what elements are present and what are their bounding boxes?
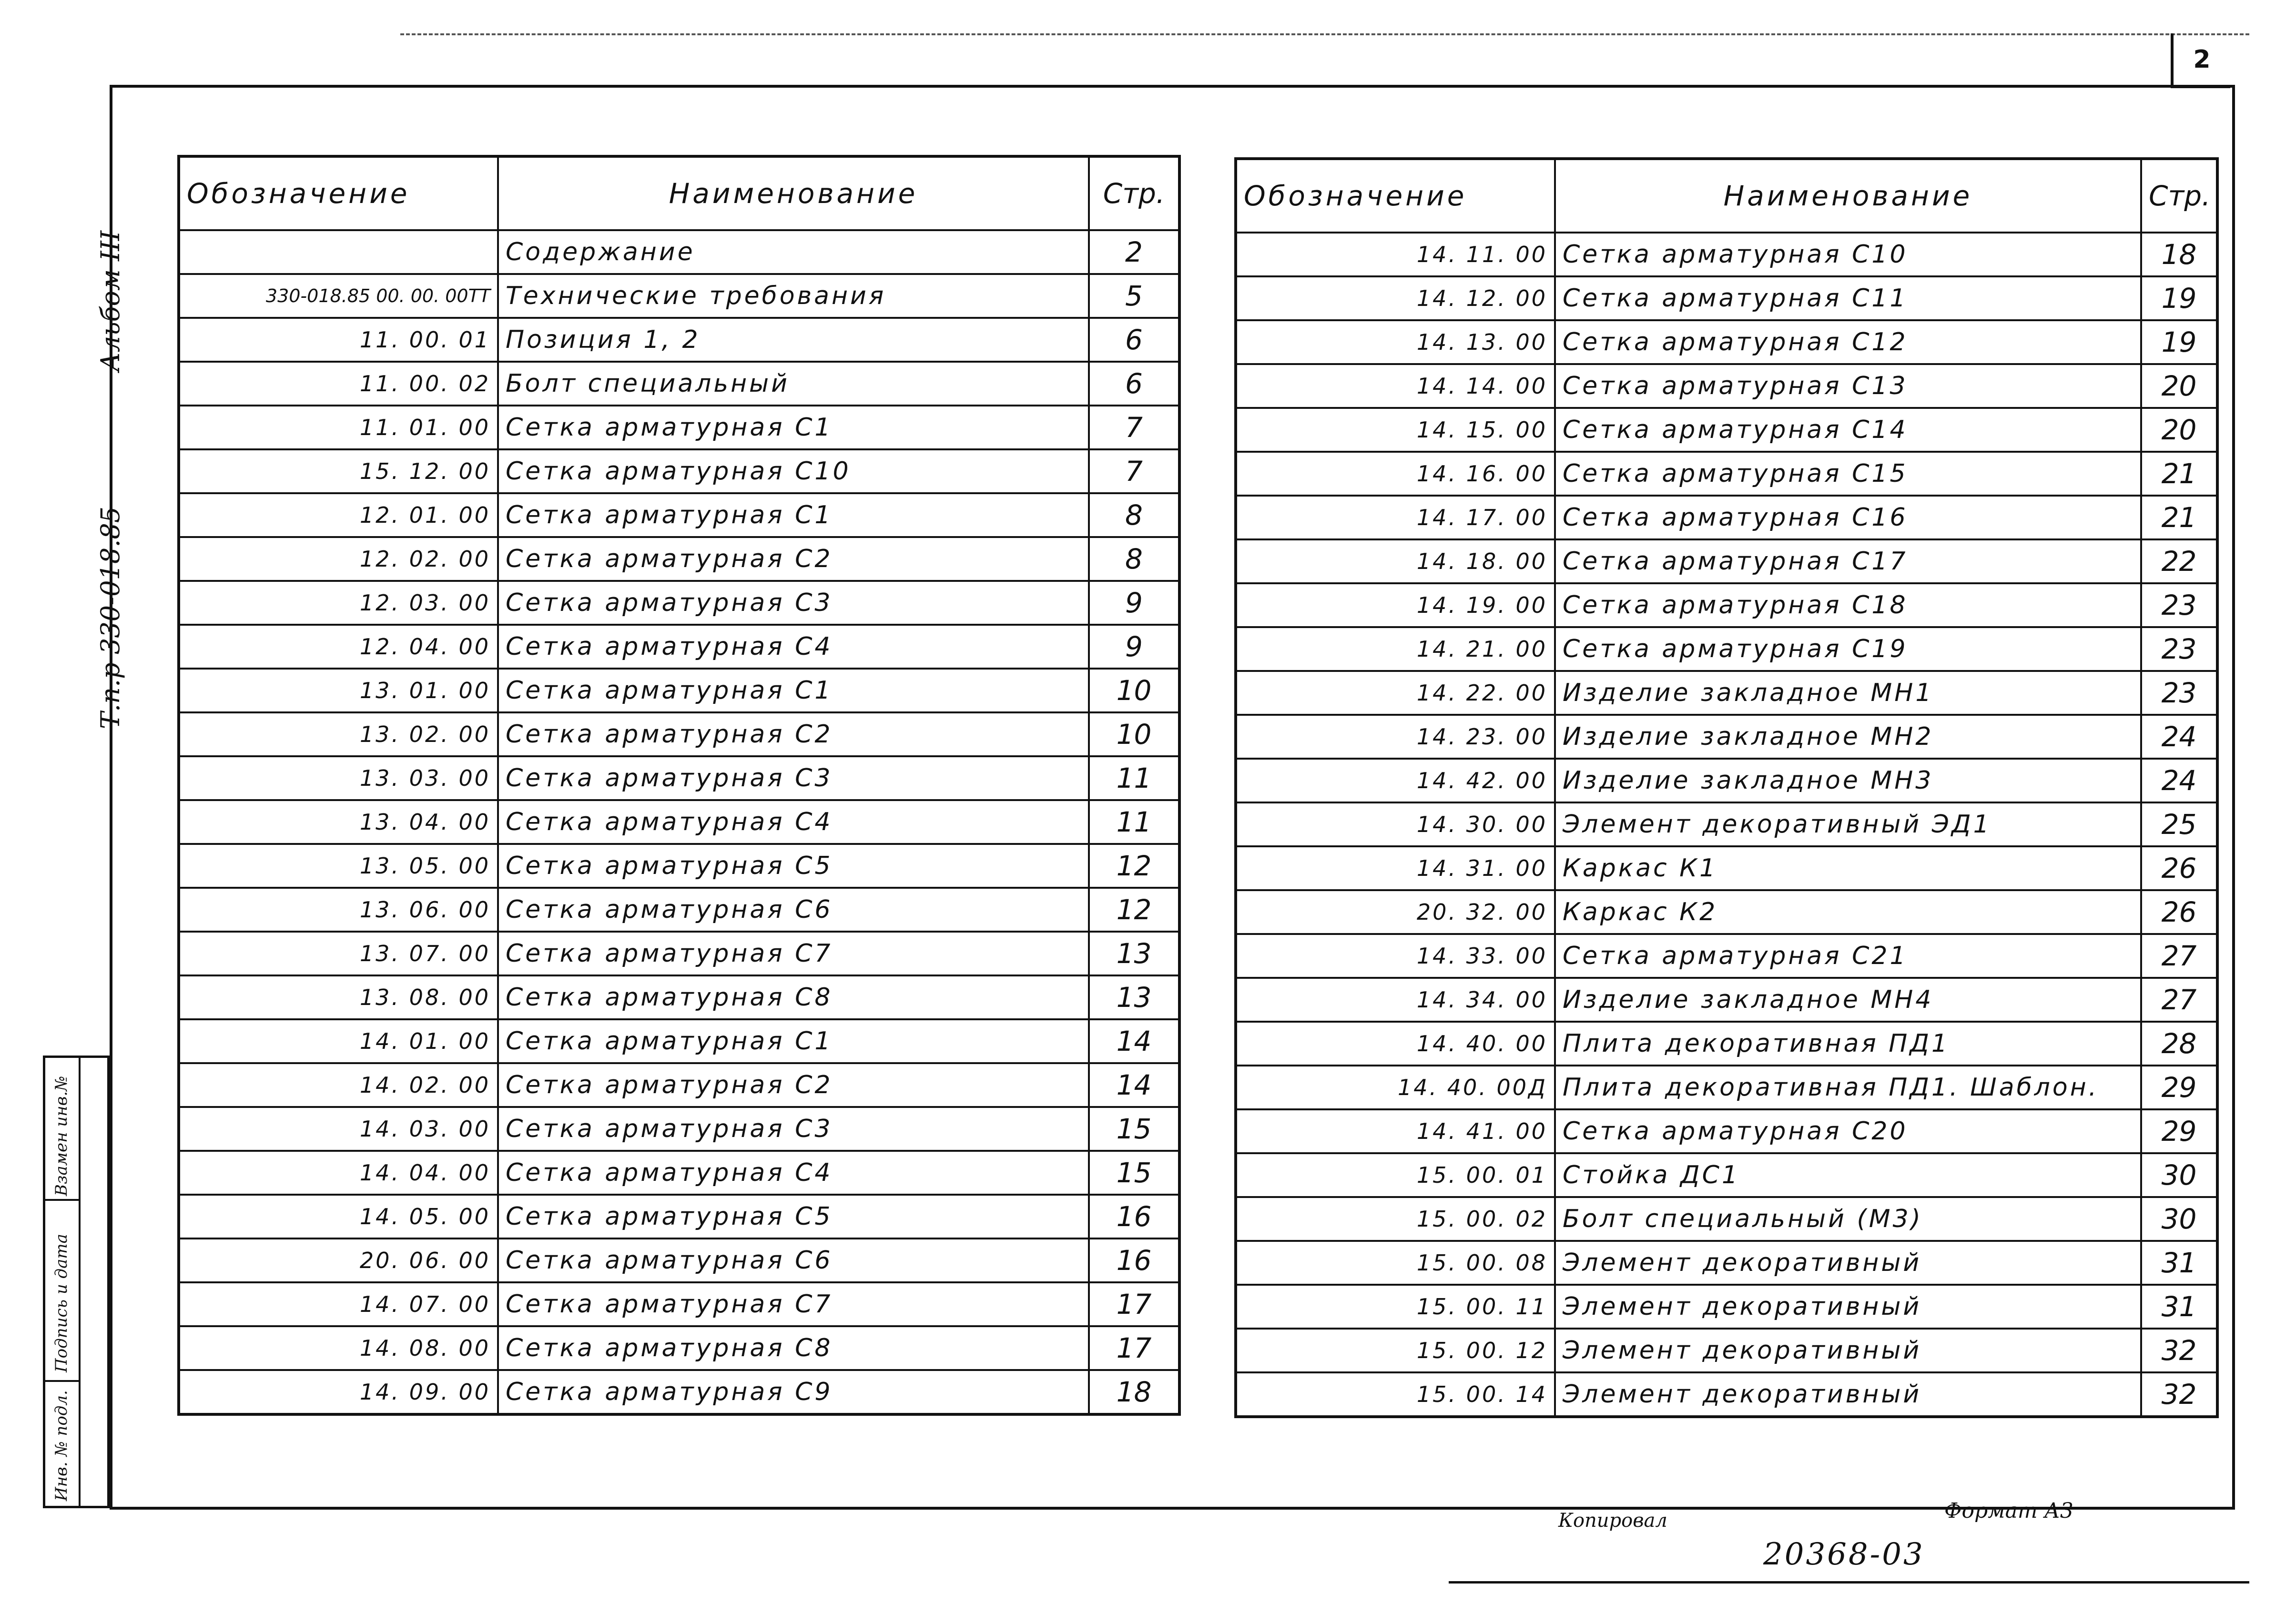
row-designation: 12. 01. 00 [179, 493, 498, 537]
row-designation: 13. 06. 00 [179, 888, 498, 932]
series-label: Т.п.р 330-018.85 [95, 506, 125, 729]
row-page: 29 [2141, 1066, 2217, 1109]
row-designation: 14. 21. 00 [1236, 627, 1555, 671]
row-name: Сетка арматурная С6 [498, 888, 1089, 932]
header-page: Стр. [2141, 159, 2217, 233]
table-row [1236, 408, 2217, 452]
row-page: 16 [1089, 1195, 1179, 1239]
table-row [179, 1370, 1179, 1414]
row-designation: 14. 09. 00 [179, 1370, 498, 1414]
table-row [179, 756, 1179, 800]
row-page: 22 [2141, 539, 2217, 583]
stamp-inv-no: Инв. № подл. [52, 1390, 71, 1501]
table-row [1236, 1197, 2217, 1241]
table-row [1236, 1066, 2217, 1109]
row-name: Сетка арматурная С7 [498, 932, 1089, 975]
row-page: 29 [2141, 1109, 2217, 1153]
row-page: 12 [1089, 888, 1179, 932]
row-name: Сетка арматурная С12 [1555, 320, 2141, 364]
row-page: 24 [2141, 715, 2217, 759]
row-designation: 20. 32. 00 [1236, 890, 1555, 934]
table-row [1236, 1372, 2217, 1417]
table-row [1236, 539, 2217, 583]
row-designation: 15. 00. 12 [1236, 1329, 1555, 1372]
row-page: 30 [2141, 1197, 2217, 1241]
format-label: Формат А3 [1944, 1499, 2073, 1523]
stamp-cell-sign [45, 1201, 79, 1382]
row-designation: 14. 33. 00 [1236, 934, 1555, 978]
row-page: 15 [1089, 1151, 1179, 1195]
table-row [179, 932, 1179, 975]
row-page: 6 [1089, 318, 1179, 362]
table-row [1236, 1109, 2217, 1153]
table-row [179, 669, 1179, 712]
row-page: 31 [2141, 1241, 2217, 1285]
row-name: Каркас К2 [1555, 890, 2141, 934]
row-name: Сетка арматурная С1 [498, 493, 1089, 537]
row-designation: 13. 03. 00 [179, 756, 498, 800]
row-designation: 14. 40. 00 [1236, 1022, 1555, 1066]
row-designation: 13. 08. 00 [179, 975, 498, 1019]
row-name: Сетка арматурная С20 [1555, 1109, 2141, 1153]
row-designation: 15. 00. 14 [1236, 1372, 1555, 1417]
row-designation: 15. 00. 11 [1236, 1285, 1555, 1329]
row-page: 6 [1089, 362, 1179, 406]
row-page: 12 [1089, 844, 1179, 888]
row-designation: 12. 04. 00 [179, 625, 498, 669]
row-designation: 14. 13. 00 [1236, 320, 1555, 364]
row-name: Сетка арматурная С14 [1555, 408, 2141, 452]
row-designation: 14. 11. 00 [1236, 233, 1555, 276]
row-name: Сетка арматурная С13 [1555, 364, 2141, 408]
row-page: 13 [1089, 932, 1179, 975]
row-page: 19 [2141, 320, 2217, 364]
album-label: Альбом III [95, 230, 125, 372]
row-page: 21 [2141, 452, 2217, 496]
row-name: Сетка арматурная С21 [1555, 934, 2141, 978]
table-row [1236, 890, 2217, 934]
row-designation: 11. 00. 02 [179, 362, 498, 406]
header-designation: Обозначение [1236, 159, 1555, 233]
row-designation: 14. 03. 00 [179, 1107, 498, 1151]
row-name: Сетка арматурная С18 [1555, 583, 2141, 627]
row-page: 10 [1089, 669, 1179, 712]
row-page: 30 [2141, 1153, 2217, 1197]
top-border-rule [400, 33, 2249, 35]
table-row [1236, 1153, 2217, 1197]
row-page: 14 [1089, 1019, 1179, 1063]
row-name: Сетка арматурная С10 [498, 449, 1089, 493]
row-name: Элемент декоративный ЭД1 [1555, 802, 2141, 846]
row-name: Сетка арматурная С17 [1555, 539, 2141, 583]
row-page: 13 [1089, 975, 1179, 1019]
row-page: 31 [2141, 1285, 2217, 1329]
row-page: 8 [1089, 537, 1179, 581]
row-name: Элемент декоративный [1555, 1241, 2141, 1285]
row-designation: 14. 15. 00 [1236, 408, 1555, 452]
row-page: 27 [2141, 934, 2217, 978]
row-designation: 11. 01. 00 [179, 406, 498, 449]
row-designation: 14. 05. 00 [179, 1195, 498, 1239]
row-page: 15 [1089, 1107, 1179, 1151]
row-name: Болт специальный [498, 362, 1089, 406]
row-page: 19 [2141, 276, 2217, 320]
row-name: Сетка арматурная С7 [498, 1282, 1089, 1326]
row-name: Сетка арматурная С4 [498, 800, 1089, 844]
row-name: Сетка арматурная С1 [498, 669, 1089, 712]
row-name: Сетка арматурная С4 [498, 1151, 1089, 1195]
row-designation: 14. 12. 00 [1236, 276, 1555, 320]
table-row [1236, 452, 2217, 496]
row-page: 17 [1089, 1282, 1179, 1326]
stamp-cell-replace [45, 1058, 79, 1201]
row-designation: 12. 02. 00 [179, 537, 498, 581]
contents-left-body [179, 230, 1179, 1414]
table-row [179, 493, 1179, 537]
row-page: 8 [1089, 493, 1179, 537]
table-row [179, 800, 1179, 844]
row-name: Сетка арматурная С10 [1555, 233, 2141, 276]
margin-stamp [43, 1056, 110, 1508]
row-designation: 14. 02. 00 [179, 1063, 498, 1107]
table-row [1236, 583, 2217, 627]
row-name: Сетка арматурная С15 [1555, 452, 2141, 496]
stamp-cell-inv [45, 1382, 79, 1507]
table-row [179, 1326, 1179, 1370]
table-row [1236, 671, 2217, 715]
row-page: 14 [1089, 1063, 1179, 1107]
row-name: Сетка арматурная С5 [498, 844, 1089, 888]
table-row [179, 406, 1179, 449]
row-page: 32 [2141, 1329, 2217, 1372]
table-row [1236, 759, 2217, 802]
table-row [179, 449, 1179, 493]
table-row [179, 274, 1179, 318]
row-page: 23 [2141, 627, 2217, 671]
stamp-divider [79, 1058, 81, 1506]
row-designation: 13. 04. 00 [179, 800, 498, 844]
bottom-rule [1449, 1581, 2249, 1584]
row-page: 21 [2141, 496, 2217, 539]
row-name: Элемент декоративный [1555, 1329, 2141, 1372]
row-page: 23 [2141, 583, 2217, 627]
row-page: 2 [1089, 230, 1179, 274]
row-name: Сетка арматурная С8 [498, 975, 1089, 1019]
row-name: Сетка арматурная С1 [498, 406, 1089, 449]
table-row [179, 1282, 1179, 1326]
row-name: Плита декоративная ПД1 [1555, 1022, 2141, 1066]
header-designation: Обозначение [179, 156, 498, 230]
table-row [1236, 715, 2217, 759]
row-designation: 14. 30. 00 [1236, 802, 1555, 846]
table-row [179, 1019, 1179, 1063]
row-name: Сетка арматурная С19 [1555, 627, 2141, 671]
row-page: 5 [1089, 274, 1179, 318]
row-page: 7 [1089, 449, 1179, 493]
row-page: 25 [2141, 802, 2217, 846]
row-page: 11 [1089, 800, 1179, 844]
row-name: Сетка арматурная С3 [498, 1107, 1089, 1151]
contents-table-right [1234, 157, 2219, 1418]
table-row [1236, 364, 2217, 408]
row-name: Сетка арматурная С3 [498, 756, 1089, 800]
row-page: 7 [1089, 406, 1179, 449]
row-designation: 14. 31. 00 [1236, 846, 1555, 890]
row-designation: 14. 23. 00 [1236, 715, 1555, 759]
stamp-sign-date: Подпись и дата [52, 1234, 71, 1372]
row-designation: 14. 42. 00 [1236, 759, 1555, 802]
row-name: Позиция 1, 2 [498, 318, 1089, 362]
row-designation: 330-018.85 00. 00. 00ТТ [179, 274, 498, 318]
row-designation: 13. 02. 00 [179, 712, 498, 756]
table-row [1236, 846, 2217, 890]
row-designation: 13. 07. 00 [179, 932, 498, 975]
row-name: Сетка арматурная С8 [498, 1326, 1089, 1370]
row-page: 11 [1089, 756, 1179, 800]
row-designation: 14. 17. 00 [1236, 496, 1555, 539]
row-page: 18 [1089, 1370, 1179, 1414]
table-row [179, 230, 1179, 274]
table-row [1236, 320, 2217, 364]
row-designation: 14. 14. 00 [1236, 364, 1555, 408]
table-row [1236, 1329, 2217, 1372]
table-row [1236, 978, 2217, 1022]
table-row [179, 1151, 1179, 1195]
table-row [179, 1239, 1179, 1282]
table-row [179, 1063, 1179, 1107]
table-row [179, 318, 1179, 362]
document-number: 20368-03 [1763, 1537, 1925, 1572]
row-designation: 15. 00. 01 [1236, 1153, 1555, 1197]
row-designation: 13. 01. 00 [179, 669, 498, 712]
row-designation: 14. 01. 00 [179, 1019, 498, 1063]
contents-right-body [1236, 233, 2217, 1417]
table-row [1236, 233, 2217, 276]
row-name: Сетка арматурная С2 [498, 712, 1089, 756]
row-name: Изделие закладное МН1 [1555, 671, 2141, 715]
row-page: 20 [2141, 408, 2217, 452]
table-row [1236, 1241, 2217, 1285]
row-page: 28 [2141, 1022, 2217, 1066]
row-designation: 14. 18. 00 [1236, 539, 1555, 583]
table-row [1236, 1285, 2217, 1329]
row-designation [179, 230, 498, 274]
table-row [179, 712, 1179, 756]
row-designation: 14. 40. 00Д [1236, 1066, 1555, 1109]
row-name: Изделие закладное МН3 [1555, 759, 2141, 802]
table-row [179, 581, 1179, 625]
table-row [1236, 934, 2217, 978]
row-designation: 14. 08. 00 [179, 1326, 498, 1370]
row-name: Технические требования [498, 274, 1089, 318]
row-name: Сетка арматурная С11 [1555, 276, 2141, 320]
row-designation: 15. 00. 02 [1236, 1197, 1555, 1241]
row-designation: 11. 00. 01 [179, 318, 498, 362]
row-name: Элемент декоративный [1555, 1372, 2141, 1417]
table-row [179, 362, 1179, 406]
row-name: Сетка арматурная С2 [498, 537, 1089, 581]
row-designation: 14. 34. 00 [1236, 978, 1555, 1022]
row-page: 10 [1089, 712, 1179, 756]
header-name: Наименование [498, 156, 1089, 230]
row-name: Содержание [498, 230, 1089, 274]
table-row [179, 975, 1179, 1019]
row-page: 32 [2141, 1372, 2217, 1417]
row-designation: 15. 00. 08 [1236, 1241, 1555, 1285]
row-name: Каркас К1 [1555, 846, 2141, 890]
row-designation: 12. 03. 00 [179, 581, 498, 625]
header-page: Стр. [1089, 156, 1179, 230]
table-row [179, 625, 1179, 669]
row-designation: 20. 06. 00 [179, 1239, 498, 1282]
row-designation: 14. 16. 00 [1236, 452, 1555, 496]
table-row [1236, 627, 2217, 671]
table-row [1236, 802, 2217, 846]
row-name: Изделие закладное МН2 [1555, 715, 2141, 759]
table-row [1236, 496, 2217, 539]
row-page: 27 [2141, 978, 2217, 1022]
stamp-replace-inv: Взамен инв.№ [52, 1076, 71, 1196]
row-name: Сетка арматурная С5 [498, 1195, 1089, 1239]
row-designation: 14. 19. 00 [1236, 583, 1555, 627]
row-name: Изделие закладное МН4 [1555, 978, 2141, 1022]
contents-table-left [177, 155, 1181, 1416]
table-row [1236, 276, 2217, 320]
row-page: 17 [1089, 1326, 1179, 1370]
row-name: Сетка арматурная С6 [498, 1239, 1089, 1282]
header-name: Наименование [1555, 159, 2141, 233]
row-name: Элемент декоративный [1555, 1285, 2141, 1329]
row-name: Сетка арматурная С9 [498, 1370, 1089, 1414]
row-page: 20 [2141, 364, 2217, 408]
table-row [179, 1107, 1179, 1151]
row-page: 26 [2141, 846, 2217, 890]
row-designation: 14. 04. 00 [179, 1151, 498, 1195]
row-name: Плита декоративная ПД1. Шаблон. [1555, 1066, 2141, 1109]
row-designation: 14. 22. 00 [1236, 671, 1555, 715]
row-page: 16 [1089, 1239, 1179, 1282]
table-row [179, 888, 1179, 932]
row-name: Сетка арматурная С1 [498, 1019, 1089, 1063]
row-page: 26 [2141, 890, 2217, 934]
copied-label: Копировал [1558, 1510, 1667, 1532]
row-designation: 14. 07. 00 [179, 1282, 498, 1326]
row-name: Сетка арматурная С4 [498, 625, 1089, 669]
row-designation: 15. 12. 00 [179, 449, 498, 493]
page-number: 2 [2171, 33, 2230, 88]
row-page: 23 [2141, 671, 2217, 715]
table-row [1236, 1022, 2217, 1066]
row-name: Сетка арматурная С3 [498, 581, 1089, 625]
row-page: 9 [1089, 581, 1179, 625]
row-name: Стойка ДС1 [1555, 1153, 2141, 1197]
row-page: 24 [2141, 759, 2217, 802]
row-name: Сетка арматурная С16 [1555, 496, 2141, 539]
row-page: 9 [1089, 625, 1179, 669]
row-page: 18 [2141, 233, 2217, 276]
table-row [179, 1195, 1179, 1239]
row-designation: 14. 41. 00 [1236, 1109, 1555, 1153]
table-row [179, 844, 1179, 888]
table-row [179, 537, 1179, 581]
row-name: Сетка арматурная С2 [498, 1063, 1089, 1107]
row-name: Болт специальный (М3) [1555, 1197, 2141, 1241]
row-designation: 13. 05. 00 [179, 844, 498, 888]
